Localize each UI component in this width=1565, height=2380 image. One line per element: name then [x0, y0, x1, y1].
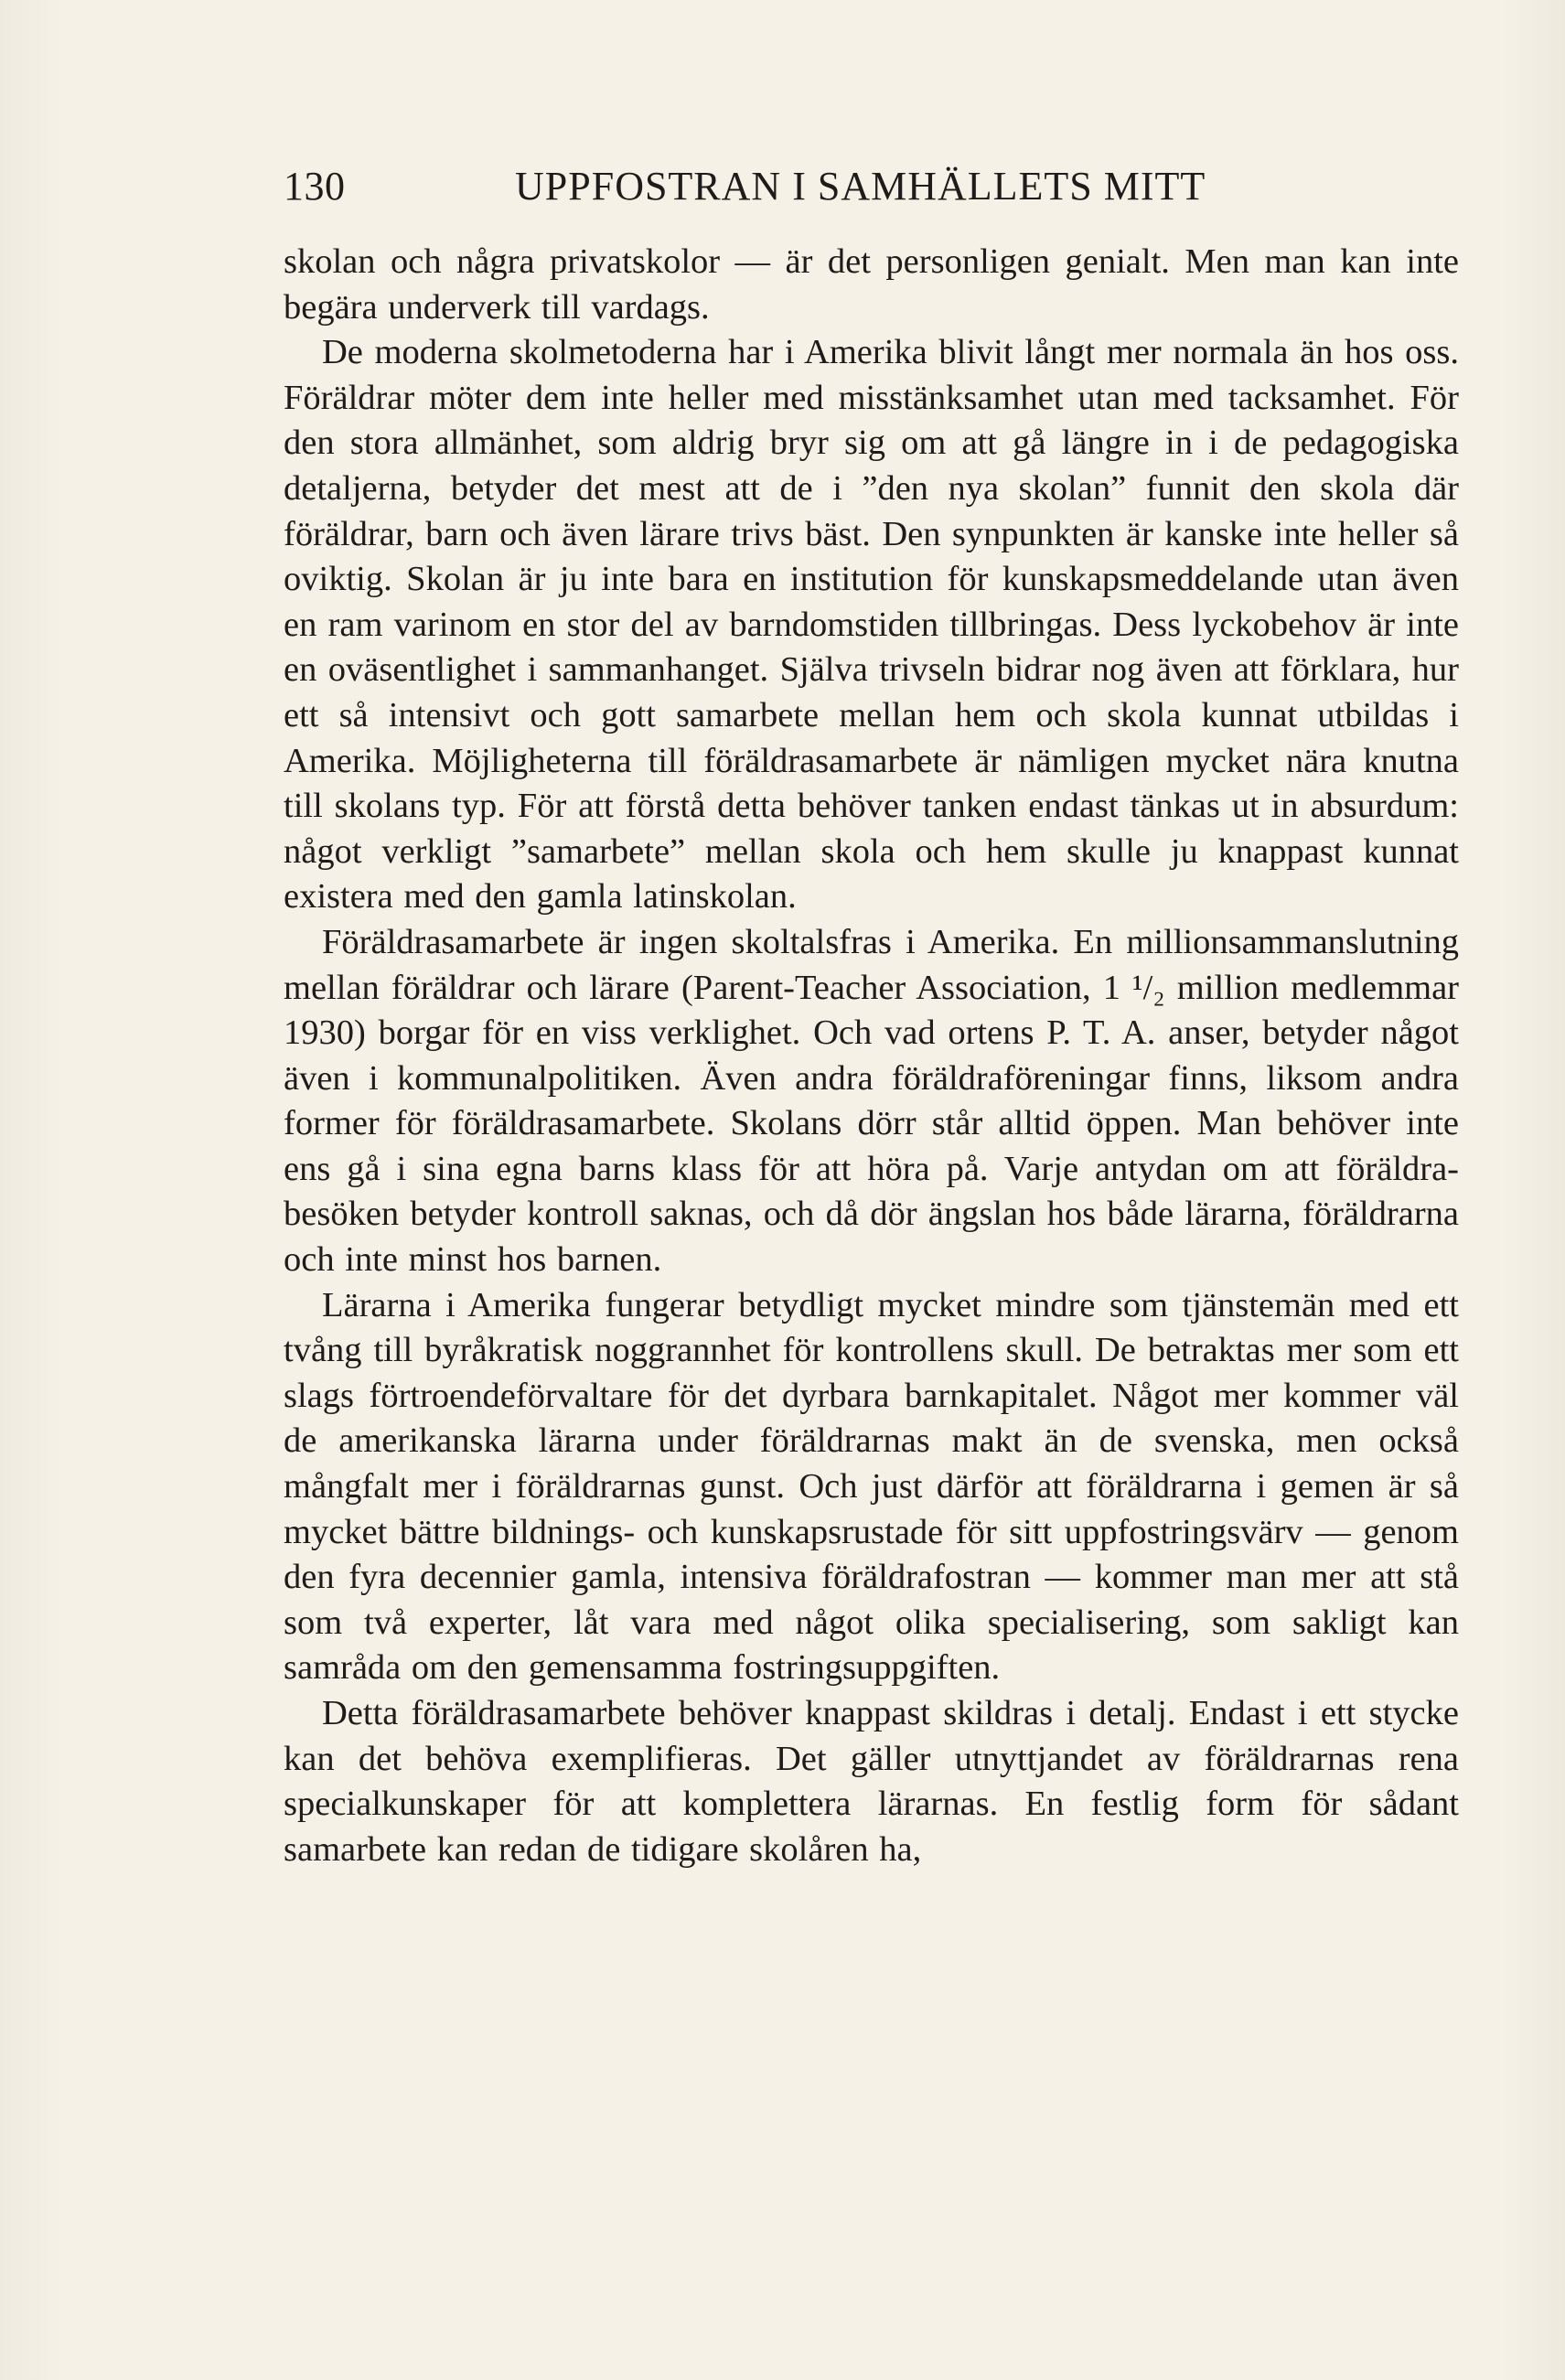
paragraph: Lärarna i Amerika fungerar betydligt mycket mindre som tjänstemän med ett tvång till byråkratisk noggrannhet för kontrollens skull. De betraktas mer som ett slags förtroendeförvaltare för det dyrbara barnkapitalet. Något mer kommer väl de amerikanska lärarna under föräldrarnas makt än de svenska, men också mångfalt mer i föräldrarnas gunst. Och just därför att föräldrarna i gemen är så mycket bättre bildnings- och kunskapsrustade för sitt uppfostringsvärv — genom den fyra decennier gamla, intensiva föräldrafostran — kommer man mer att stå som två experter, låt vara med något olika specialisering, som sakligt kan samråda om den gemensamma fostringsuppgiften. — [284, 1285, 1459, 1688]
paragraph-continued: skolan och några privatskolor — är det personligen genialt. Men man kan inte begära underverk till vardags. — [284, 242, 1459, 327]
paragraph: De moderna skolmetoderna har i Amerika blivit långt mer normala än hos oss. Föräldrar möter dem inte heller med misstänksamhet utan med tacksamhet. För den stora allmänhet, som aldrig bryr sig om att gå längre in i de pedagogiska detaljerna, betyder det mest att de i ”den nya skolan” funnit den skola där föräldrar, barn och även lärare trivs bäst. Den synpunkten är kanske inte heller så oviktig. Skolan är ju inte bara en institution för kunskapsmeddelande utan även en ram varinom en stor del av barndomstiden tillbringas. Dess lyckobehov är inte en oväsentlighet i sammanhanget. Själva trivseln bidrar nog även att förklara, hur ett så intensivt och gott samarbete mellan hem och skola kunnat utbildas i Amerika. Möjligheterna till föräldrasamarbete är nämligen mycket nära knutna till skolans typ. För att förstå detta behöver tanken endast tänkas ut in absurdum: något verkligt ”samarbete” mellan skola och hem skulle ju knappast kunnat existera med den gamla latinskolan. — [284, 333, 1459, 917]
page-number: 130 — [284, 164, 346, 209]
chapter-title: UPPFOSTRAN I SAMHÄLLETS MITT — [515, 164, 1206, 209]
paragraph: Detta föräldrasamarbete behöver knappast skildras i detalj. Endast i ett stycke kan det behöva exemplifieras. Det gäller utnyttjandet av föräldrarnas rena specialkunskaper för att komplettera lärarnas. En festlig form för sådant samarbete kan redan de tidigare skolåren ha, — [284, 1694, 1459, 1869]
paragraph: Föräldrasamarbete är ingen skoltalsfras i Amerika. En millionsammanslutning mellan föräldrar och lärare (Parent-Teacher Association, 1 ¹/₂ million medlemmar 1930) borgar för en viss verklighet. Och vad ortens P. T. A. anser, betyder något även i kommunalpolitiken. Även andra föräldraföreningar finns, liksom andra former för föräldrasamarbete. Skolans dörr står alltid öppen. Man behöver inte ens gå i sina egna barns klass för att höra på. Varje antydan om att föräldrabesöken betyder kontroll saknas, och då dör ängslan hos både lärarna, föräldrarna och inte minst hos barnen. — [284, 922, 1459, 1280]
running-head — [284, 163, 1206, 218]
body-text — [284, 240, 1459, 1872]
